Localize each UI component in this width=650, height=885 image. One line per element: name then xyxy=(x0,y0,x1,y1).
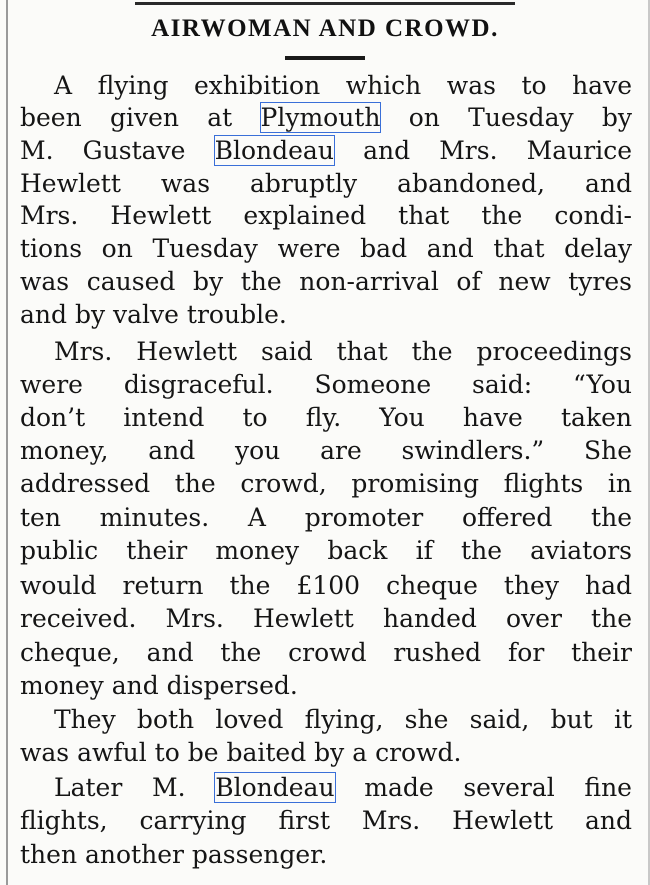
text-line: received. Mrs. Hewlett handed over the xyxy=(20,604,632,633)
text-line: Mrs. Hewlett said that the proceedings xyxy=(54,337,632,366)
text-line xyxy=(54,772,632,804)
text-fragment: Later M. xyxy=(54,773,186,802)
text-line: addressed the crowd, promising flights in xyxy=(20,469,632,498)
text-line: money, and you are swindlers.” She xyxy=(20,436,632,465)
text-line: would return the £100 cheque they had xyxy=(20,571,632,600)
text-fragment: been given at xyxy=(20,103,233,132)
text-fragment: on Tuesday by xyxy=(408,103,632,132)
text-fragment: and Mrs. Maurice xyxy=(363,136,633,165)
text-line: don’t intend to fly. You have taken xyxy=(20,403,632,432)
top-rule xyxy=(135,2,515,5)
text-line: ten minutes. A promoter offered the xyxy=(20,503,632,532)
text-line: then another passenger. xyxy=(20,840,328,869)
headline-rule xyxy=(285,56,365,60)
text-line: and by valve trouble. xyxy=(20,300,287,329)
headline: AIRWOMAN AND CROWD. xyxy=(151,15,499,42)
clipping-left-edge xyxy=(6,0,8,885)
text-line: were disgraceful. Someone said: “You xyxy=(20,370,632,399)
highlighted-word-plymouth: Plymouth xyxy=(260,103,381,132)
text-fragment: M. Gustave xyxy=(20,136,186,165)
text-line: Hewlett was abruptly abandoned, and xyxy=(20,169,632,198)
highlighted-word-blondeau: Blondeau xyxy=(214,136,334,165)
text-line xyxy=(20,135,632,167)
text-line: Mrs. Hewlett explained that the condi- xyxy=(20,201,632,230)
text-line: money and dispersed. xyxy=(20,671,298,700)
text-line: was awful to be baited by a crowd. xyxy=(20,738,462,767)
text-line: flights, carrying first Mrs. Hewlett and xyxy=(20,806,632,835)
text-line: was caused by the non-arrival of new tyres xyxy=(20,267,632,296)
text-line: tions on Tuesday were bad and that delay xyxy=(20,234,632,263)
text-line: They both loved flying, she said, but it xyxy=(54,705,632,734)
text-fragment: made several fine xyxy=(364,773,632,802)
text-line: public their money back if the aviators xyxy=(20,536,632,565)
text-line: A flying exhibition which was to have xyxy=(54,71,632,100)
text-line xyxy=(20,102,632,134)
text-line: cheque, and the crowd rushed for their xyxy=(20,638,632,667)
highlighted-word-blondeau: Blondeau xyxy=(215,773,335,802)
